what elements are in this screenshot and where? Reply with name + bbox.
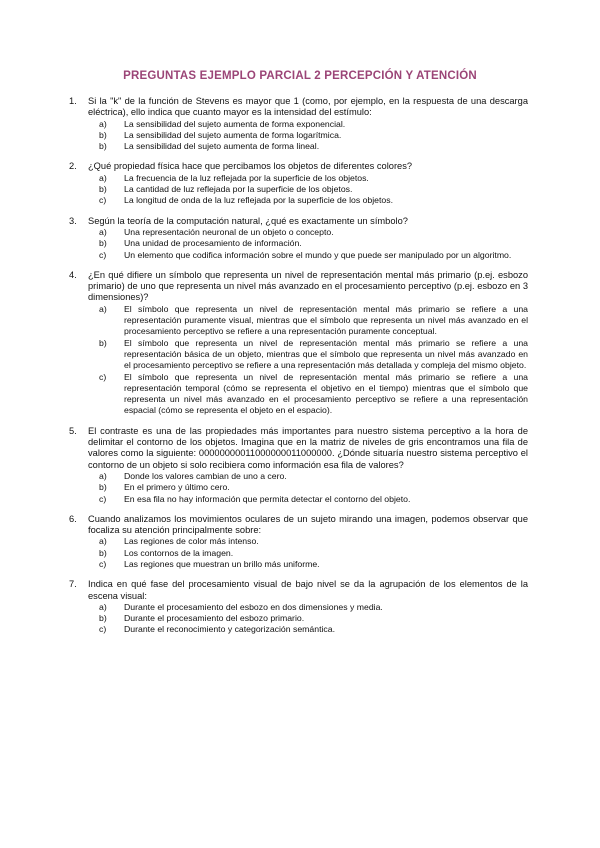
option-c	[88, 559, 528, 570]
option-b	[88, 548, 528, 559]
option-c	[88, 141, 528, 152]
option-text: Las regiones de color más intenso.	[124, 536, 259, 547]
option-list	[88, 471, 528, 505]
option-text: El símbolo que representa un nivel de representación mental más primario se refiere a una representación puramente visual, mientras que el símbolo que representa un nivel más avanzado en el procesamiento perceptivo se refiere a una representación puramente conceptual.	[124, 303, 528, 337]
option-text: Donde los valores cambian de uno a cero.	[124, 470, 287, 481]
option-list	[88, 173, 528, 207]
option-letter: c)	[99, 371, 107, 382]
option-text: Durante el reconocimiento y categorización semántica.	[124, 624, 336, 635]
option-letter: a)	[99, 118, 107, 129]
option-letter: c)	[99, 624, 107, 635]
question-number: 4.	[69, 269, 77, 280]
option-list	[88, 227, 528, 261]
option-text: En el primero y último cero.	[124, 482, 230, 493]
option-letter: a)	[99, 536, 107, 547]
option-text: Los contornos de la imagen.	[124, 547, 234, 558]
option-letter: b)	[99, 129, 107, 140]
option-text: Durante el procesamiento del esbozo primario.	[124, 613, 305, 624]
option-a	[88, 304, 528, 338]
question-4	[69, 269, 528, 417]
question-text: Cuando analizamos los movimientos oculares de un sujeto mirando una imagen, podemos observar que focaliza su atención principalmente sobre:	[88, 513, 528, 536]
question-6	[69, 513, 528, 570]
option-letter: c)	[99, 249, 107, 260]
option-b	[88, 130, 528, 141]
option-a	[88, 536, 528, 547]
option-letter: b)	[99, 141, 107, 152]
option-list	[88, 304, 528, 417]
option-b	[88, 238, 528, 249]
option-c	[88, 250, 528, 261]
option-b	[88, 338, 528, 372]
page-title: PREGUNTAS EJEMPLO PARCIAL 2 PERCEPCIÓN Y ATENCIÓN	[123, 70, 477, 82]
question-number: 5.	[69, 425, 77, 436]
question-text: Si la "k" de la función de Stevens es mayor que 1 (como, por ejemplo, en la respuesta de una descarga eléctrica), ello indica que cuanto mayor es la intensidad del estímulo:	[88, 96, 528, 118]
option-letter: a)	[99, 601, 107, 612]
question-text: ¿Qué propiedad física hace que percibamos los objetos de diferentes colores?	[88, 161, 413, 172]
question-number: 2.	[69, 161, 77, 172]
question-number: 1.	[69, 96, 77, 106]
option-c	[88, 494, 528, 505]
option-a	[88, 602, 528, 613]
option-letter: b)	[99, 547, 107, 558]
option-text: Un elemento que codifica información sobre el mundo y que puede ser manipulado por un algoritmo.	[124, 249, 512, 260]
question-text: Según la teoría de la computación natural, ¿qué es exactamente un símbolo?	[88, 215, 408, 226]
option-letter: b)	[99, 337, 107, 348]
question-text: Indica en qué fase del procesamiento visual de bajo nivel se da la agrupación de los elementos de la escena visual:	[88, 579, 528, 601]
option-a	[88, 119, 528, 130]
option-text: La sensibilidad del sujeto aumenta de forma logarítmica.	[124, 129, 342, 140]
question-number: 6.	[69, 513, 77, 524]
question-text: El contraste es una de las propiedades más importantes para nuestro sistema perceptivo a la hora de delimitar el contorno de los objetos. Imagina que en la matriz de niveles de gris encontramos una fila de valores como la siguiente: 00000000011000000011000000. ¿Dónde situaría nuestro sistema perceptivo el contorno de un objeto si solo recibiera como información esa fila de valores?	[88, 425, 528, 470]
question-3	[69, 215, 528, 261]
option-letter: a)	[99, 172, 107, 183]
question-number: 7.	[69, 579, 77, 590]
option-letter: b)	[99, 482, 107, 493]
option-letter: b)	[99, 184, 107, 195]
option-b	[88, 613, 528, 624]
option-letter: a)	[99, 226, 107, 237]
question-7	[69, 579, 528, 635]
question-2	[69, 161, 528, 206]
option-text: Una representación neuronal de un objeto o concepto.	[124, 226, 334, 237]
option-text: La sensibilidad del sujeto aumenta de forma lineal.	[124, 141, 320, 152]
option-letter: a)	[99, 470, 107, 481]
option-a	[88, 173, 528, 184]
option-text: El símbolo que representa un nivel de representación mental más primario se refiere a una representación temporal (cómo se representa el objetivo en el tiempo) mientras que el símbolo que representa un nivel más avanzado en el procesamiento perceptivo se refiere a una representación espacial (cómo se representa el objeto en el espacio).	[124, 371, 528, 416]
option-text: El símbolo que representa un nivel de representación mental más primario se refiere a una representación básica de un objeto, mientras que el símbolo que representa un nivel más avanzado en el procesamiento perceptivo se refiere a una representación más detallada y compleja del mismo objeto.	[124, 337, 528, 371]
option-text: La longitud de onda de la luz reflejada por la superficie de los objetos.	[124, 195, 394, 206]
option-letter: b)	[99, 613, 107, 624]
option-text: La frecuencia de la luz reflejada por la superficie de los objetos.	[124, 172, 369, 183]
option-list	[88, 536, 528, 570]
option-list	[88, 119, 528, 153]
option-a	[88, 471, 528, 482]
option-text: En esa fila no hay información que permita detectar el contorno del objeto.	[124, 493, 411, 504]
option-letter: b)	[99, 238, 107, 249]
option-a	[88, 227, 528, 238]
question-5	[69, 425, 528, 505]
question-text: ¿En qué difiere un símbolo que representa un nivel de representación mental más primario (p.ej. esbozo primario) de uno que representa un nivel más avanzado en el procesamiento perceptivo (p.ej. esbozo en 3 dimensiones)?	[88, 269, 528, 303]
option-c	[88, 372, 528, 417]
option-letter: c)	[99, 195, 107, 206]
option-text: La cantidad de luz reflejada por la superficie de los objetos.	[124, 184, 353, 195]
option-text: Durante el procesamiento del esbozo en dos dimensiones y media.	[124, 601, 383, 612]
option-b	[88, 184, 528, 195]
question-number: 3.	[69, 215, 77, 226]
option-letter: a)	[99, 303, 107, 314]
question-list	[69, 96, 528, 645]
option-letter: c)	[99, 558, 107, 569]
option-text: Una unidad de procesamiento de información.	[124, 238, 302, 249]
option-text: Las regiones que muestran un brillo más uniforme.	[124, 558, 320, 569]
option-list	[88, 602, 528, 636]
option-letter: c)	[99, 493, 107, 504]
option-c	[88, 624, 528, 635]
option-b	[88, 482, 528, 493]
option-text: La sensibilidad del sujeto aumenta de forma exponencial.	[124, 118, 346, 129]
option-c	[88, 195, 528, 206]
question-1	[69, 96, 528, 152]
